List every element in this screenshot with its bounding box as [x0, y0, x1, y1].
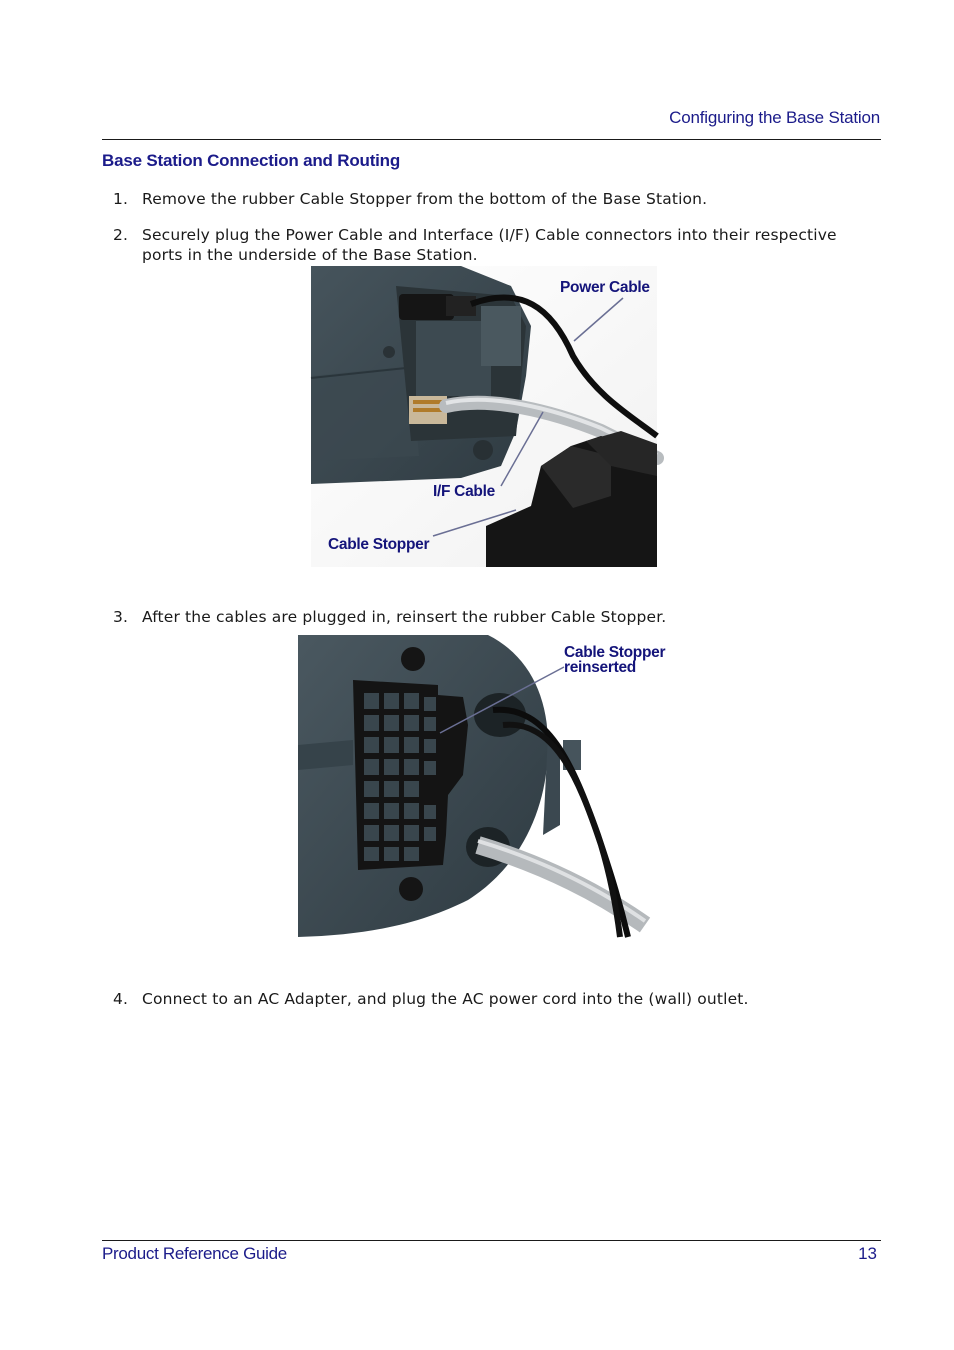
callout-power-cable: Power Cable — [560, 279, 650, 296]
figure-stopper-reinserted — [298, 635, 666, 937]
step-number: 4. — [113, 990, 129, 1008]
step-text: After the cables are plugged in, reinsert the rubber Cable Stopper. — [142, 608, 667, 626]
step-text: Remove the rubber Cable Stopper from the bottom of the Base Station. — [142, 190, 708, 208]
running-header: Configuring the Base Station — [669, 108, 880, 127]
callout-cable-stopper-reinserted — [564, 645, 665, 675]
header-rule — [102, 139, 881, 140]
photo-base-station-underside — [311, 266, 657, 567]
callout-line-1: Cable Stopper — [564, 644, 666, 661]
callout-line-2: reinserted — [564, 659, 636, 676]
step-text: Connect to an AC Adapter, and plug the AC power cord into the (wall) outlet. — [142, 990, 749, 1008]
callout-if-cable: I/F Cable — [433, 483, 495, 500]
page-number: 13 — [858, 1244, 877, 1263]
figure-cable-connection — [311, 266, 657, 567]
step-number: 3. — [113, 608, 129, 626]
footer-guide-title: Product Reference Guide — [102, 1244, 287, 1263]
section-title: Base Station Connection and Routing — [102, 151, 401, 170]
step-2 — [113, 225, 873, 265]
step-number: 2. — [113, 226, 129, 244]
photo-stopper-reinserted — [298, 635, 645, 937]
footer-rule — [102, 1240, 881, 1241]
step-3 — [113, 607, 873, 627]
step-4 — [113, 989, 873, 1009]
callout-cable-stopper: Cable Stopper — [328, 536, 430, 553]
step-number: 1. — [113, 190, 129, 208]
step-text: Securely plug the Power Cable and Interface (I/F) Cable connectors into their respective ports in the underside of the Base Station. — [142, 226, 837, 264]
step-1 — [113, 189, 873, 209]
